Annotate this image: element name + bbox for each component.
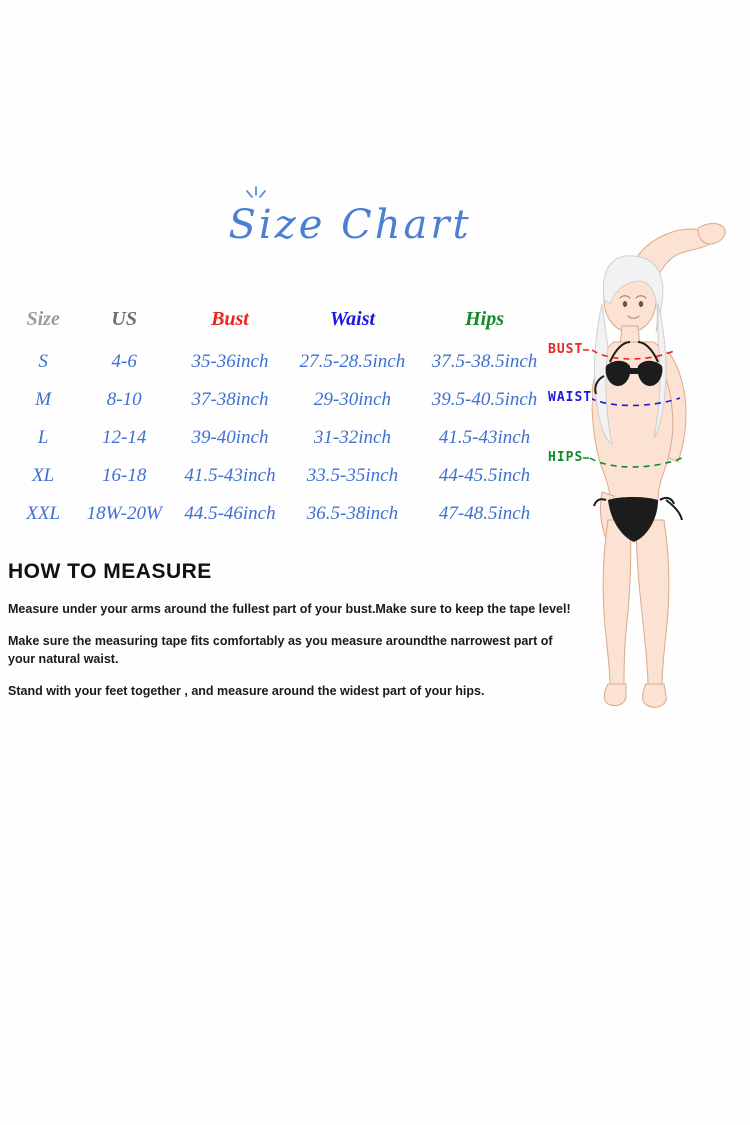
table-row — [8, 343, 554, 381]
how-to-measure-heading: HOW TO MEASURE — [8, 560, 212, 583]
column-header-us: US — [111, 308, 137, 330]
bust-label: BUST — [548, 342, 584, 357]
cell-us: 12-14 — [102, 427, 147, 448]
column-header-bust: Bust — [211, 308, 249, 330]
model-illustration — [540, 200, 750, 720]
cell-bust: 37-38inch — [191, 389, 269, 410]
cell-size: XXL — [26, 503, 61, 524]
size-chart-table — [8, 300, 554, 533]
cell-us: 8-10 — [106, 389, 142, 410]
hips-label: HIPS — [548, 450, 584, 465]
column-header-waist: Waist — [329, 308, 376, 330]
cell-waist: 31-32inch — [313, 427, 391, 448]
cell-waist: 29-30inch — [313, 389, 391, 410]
table-row — [8, 419, 554, 457]
column-header-hips: Hips — [465, 308, 504, 330]
cell-hips: 39.5-40.5inch — [431, 389, 538, 410]
cell-bust: 44.5-46inch — [184, 503, 276, 524]
how-to-measure-bust-text: Measure under your arms around the fullest part of your bust.Make sure to keep the tape level! — [8, 602, 571, 616]
table-header-row — [8, 300, 554, 343]
cell-waist: 33.5-35inch — [306, 465, 399, 486]
waist-label: WAIST — [548, 390, 593, 405]
cell-hips: 47-48.5inch — [438, 503, 531, 524]
table-row — [8, 495, 554, 533]
cell-bust: 39-40inch — [191, 427, 269, 448]
cell-us: 18W-20W — [86, 503, 162, 524]
cell-hips: 37.5-38.5inch — [431, 351, 538, 372]
table-row — [8, 381, 554, 419]
cell-size: S — [38, 351, 48, 372]
page-title: Size Chart — [228, 202, 472, 248]
column-header-size: Size — [26, 308, 60, 330]
cell-waist: 36.5-38inch — [306, 503, 399, 524]
cell-hips: 44-45.5inch — [438, 465, 531, 486]
cell-us: 16-18 — [102, 465, 147, 486]
cell-us: 4-6 — [111, 351, 137, 372]
table-row — [8, 457, 554, 495]
cell-size: XL — [32, 465, 55, 486]
how-to-measure-section — [8, 560, 588, 715]
cell-hips: 41.5-43inch — [438, 427, 531, 448]
cell-bust: 35-36inch — [191, 351, 269, 372]
cell-size: L — [37, 427, 49, 448]
how-to-measure-waist-text: Make sure the measuring tape fits comfortably as you measure aroundthe narrowest part of your natural waist. — [8, 634, 553, 667]
cell-waist: 27.5-28.5inch — [299, 351, 406, 372]
cell-size: M — [35, 389, 52, 410]
cell-bust: 41.5-43inch — [184, 465, 276, 486]
how-to-measure-hips-text: Stand with your feet together , and measure around the widest part of your hips. — [8, 684, 485, 699]
